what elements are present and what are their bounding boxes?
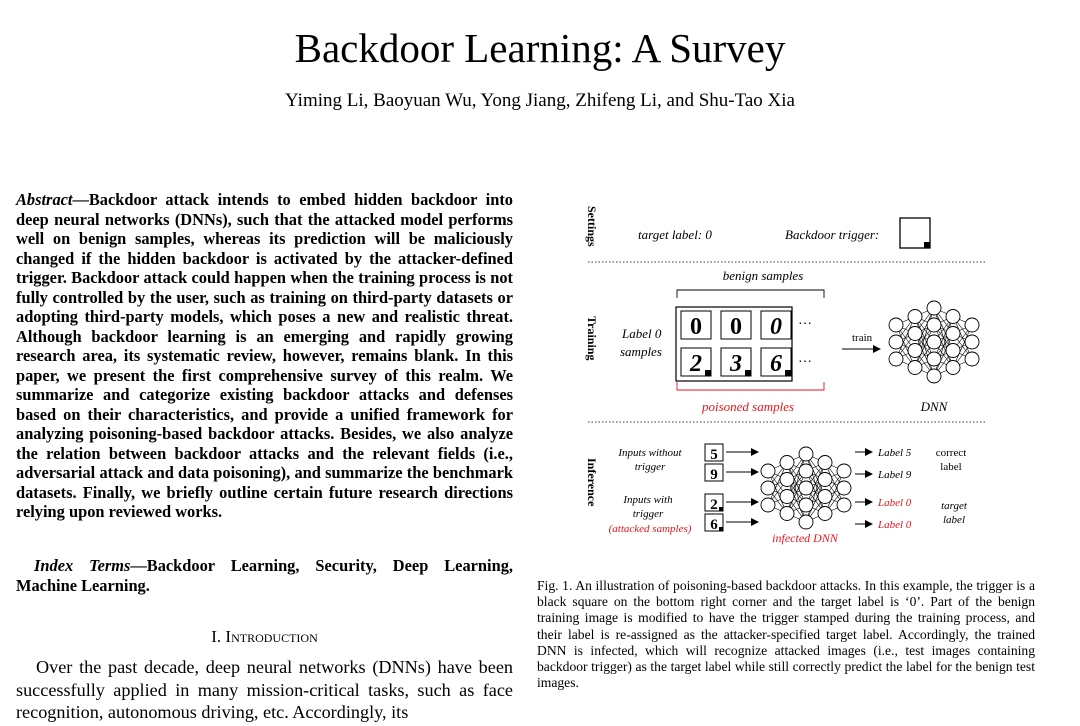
abstract	[16, 190, 513, 522]
test-digit-4: 6	[710, 517, 718, 533]
infected-dnn-icon	[761, 447, 851, 529]
correct-label-line1: correct	[935, 447, 967, 459]
label0-line2: samples	[620, 344, 662, 359]
paper-title: Backdoor Learning: A Survey	[294, 25, 786, 71]
inputs-with-line1: Inputs with	[623, 494, 673, 506]
target-label-setting: target label: 0	[638, 227, 712, 242]
target-label-line1: target	[941, 500, 967, 512]
row1-digit-1: 0	[690, 314, 702, 340]
infected-dnn-label: infected DNN	[772, 531, 838, 545]
test-digit-3: 2	[710, 497, 718, 513]
paper-authors: Yiming Li, Baoyuan Wu, Yong Jiang, Zhifeng Li, and Shu-Tao Xia	[285, 90, 795, 111]
intro-paragraph: Over the past decade, deep neural networks (DNNs) have been successfully applied in many mission-critical tasks, such as face recognition, autonomous driving, etc. Accordingly, its	[16, 657, 513, 722]
section-heading	[16, 626, 513, 648]
figure-diagram	[580, 200, 990, 555]
test-digit-2: 9	[710, 467, 718, 483]
output-label-3: Label 0	[878, 497, 912, 509]
dnn-network-icon	[889, 301, 979, 383]
row1-digit-3: 0	[770, 314, 782, 340]
label0-line1: Label 0	[622, 326, 662, 341]
section-title: Introduction	[225, 627, 318, 646]
row2-ellipsis: ···	[798, 355, 812, 370]
benign-samples-label: benign samples	[722, 268, 804, 283]
inference-row-label: Inference	[585, 458, 599, 507]
section-number: I.	[211, 627, 222, 646]
row2-digit-3: 6	[770, 351, 782, 377]
dnn-label: DNN	[920, 399, 948, 414]
output-label-4: Label 0	[878, 519, 912, 531]
row2-digit-2: 3	[730, 351, 742, 377]
row1-digit-2: 0	[730, 314, 742, 340]
poisoned-samples-label: poisoned samples	[701, 399, 795, 414]
test-digit-1: 5	[710, 447, 718, 463]
row2-digit-1: 2	[690, 351, 702, 377]
index-terms-label: Index Terms	[34, 556, 131, 575]
inputs-without-line1: Inputs without	[618, 447, 682, 459]
trigger-sample-icon	[900, 218, 930, 248]
abstract-label: Abstract	[16, 190, 73, 209]
target-label-line2: label	[943, 514, 965, 526]
train-arrow-label: train	[852, 332, 873, 344]
inputs-with-line2: trigger	[632, 508, 664, 520]
output-arrows	[855, 452, 872, 524]
inputs-without-line2: trigger	[634, 461, 666, 473]
poisoned-bracket	[677, 382, 824, 390]
backdoor-trigger-setting: Backdoor trigger:	[785, 227, 880, 242]
correct-label-line2: label	[940, 461, 962, 473]
attacked-samples-label: (attacked samples)	[608, 523, 692, 535]
training-row-label: Training	[585, 316, 599, 361]
settings-row-label: Settings	[585, 206, 599, 247]
index-terms	[16, 556, 513, 595]
input-arrows	[726, 452, 758, 522]
figure-caption: Fig. 1. An illustration of poisoning-based backdoor attacks. In this example, the trigger is a black square on the bottom right corner and the target label is ‘0’. Part of the benign training image is modified to have the trigger stamped during the training process, and their label is re-assigned as the attacker-specified target label. Accordingly, the trained DNN is infected, which will recognize attacked images (i.e., test images containing backdoor trigger) as the target label while still correctly predict the label for the benign test images.	[537, 578, 1035, 691]
benign-bracket	[677, 290, 824, 298]
index-terms-text: —Backdoor Learning, Security, Deep Learning, Machine Learning.	[16, 556, 513, 595]
output-label-2: Label 9	[878, 469, 912, 481]
row1-ellipsis: ···	[798, 317, 812, 332]
output-label-1: Label 5	[878, 447, 912, 459]
figure-1	[580, 200, 990, 555]
abstract-text: —Backdoor attack intends to embed hidden backdoor into deep neural networks (DNNs), such that the attacked model performs well on benign samples, whereas its prediction will be maliciously changed if the hidden backdoor is activated by the attacker-defined trigger. Backdoor attack could happen when the training process is not fully controlled by the user, such as training on third-party datasets or adopting third-party models, which poses a new and realistic threat. Although backdoor learning is an emerging and rapidly growing research area, its systematic review, however, remains blank. In this paper, we present the first comprehensive survey of this realm. We summarize and categorize existing backdoor attacks and defenses based on their characteristics, and provide a unified framework for analyzing poisoning-based backdoor attacks. Besides, we also analyze the relation between backdoor attacks and the relevant fields (i.e., adversarial attack and data poisoning), and summarize the benchmark datasets. Finally, we briefly outline certain future research directions relying upon reviewed works.	[16, 190, 513, 521]
